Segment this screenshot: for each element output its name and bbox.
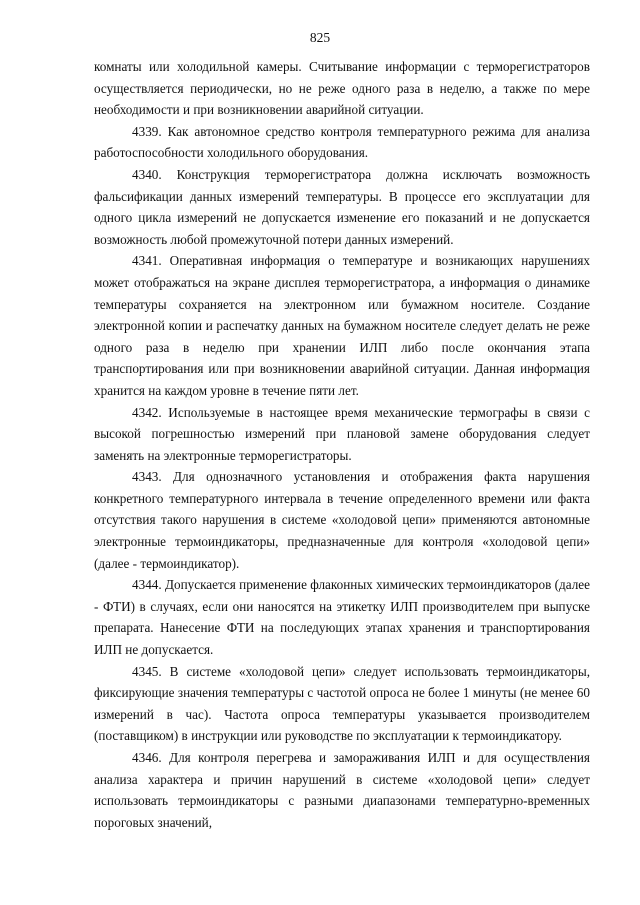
paragraph-4344: 4344. Допускается применение флаконных химических термоиндикаторов (далее - ФТИ) в случаях, если они наносятся на этикетку ИЛП производителем при выпуске препарата. Нанесение ФТИ на последующих этапах хранения и транспортирования ИЛП не допускается. <box>94 577 590 658</box>
paragraph-4341: 4341. Оперативная информация о температуре и возникающих нарушениях может отображаться на экране дисплея терморегистратора, а информация о динамике температуры сохраняется на электронном или бумажном носителе. Создание электронной копии и распечатку данных на бумажном носителе следует делать не реже одного раза в неделю при хранении ИЛП либо после окончания этапа транспортирования или при возникновении аварийной ситуации. Данная информация хранится на каждом уровне в течение пяти лет. <box>94 253 590 398</box>
paragraph-4345: 4345. В системе «холодовой цепи» следует использовать термоиндикаторы, фиксирующие значения температуры с частотой опроса не более 1 минуты (не менее 60 измерений в час). Частота опроса температуры указывается производителем (поставщиком) в инструкции или руководстве по эксплуатации к термоиндикатору. <box>94 663 590 744</box>
paragraph-4342: 4342. Используемые в настоящее время механические термографы в связи с высокой погрешностью измерений при плановой замене оборудования следует заменять на электронные терморегистраторы. <box>94 404 590 463</box>
paragraph-continuation: комнаты или холодильной камеры. Считывание информации с терморегистраторов осуществляется периодически, но не реже одного раза в неделю, а также по мере необходимости и при возникновении аварийной ситуации. <box>94 59 590 118</box>
paragraph-4339: 4339. Как автономное средство контроля температурного режима для анализа работоспособности холодильного оборудования. <box>94 123 590 161</box>
paragraph-4346: 4346. Для контроля перегрева и замораживания ИЛП и для осуществления анализа характера и причин нарушений в системе «холодовой цепи» следует использовать термоиндикаторы с разными диапазонами температурно-временных пороговых значений, <box>94 750 590 830</box>
paragraph-4343: 4343. Для однозначного установления и отображения факта нарушения конкретного температурного интервала в течение определенного времени или факта отсутствия такого нарушения в системе «холодовой цепи» применяются автономные электронные термоиндикаторы, предназначенные для контроля «холодовой цепи» (далее - термоиндикатор). <box>94 469 590 571</box>
page-number: 825 <box>309 30 331 45</box>
document-body <box>94 56 590 833</box>
paragraph-4340: 4340. Конструкция терморегистратора должна исключать возможность фальсификации данных измерений температуры. В процессе его эксплуатации для одного цикла измерений не допускается изменение его показаний и не допускается возможность любой промежуточной потери данных измерений. <box>94 166 590 247</box>
